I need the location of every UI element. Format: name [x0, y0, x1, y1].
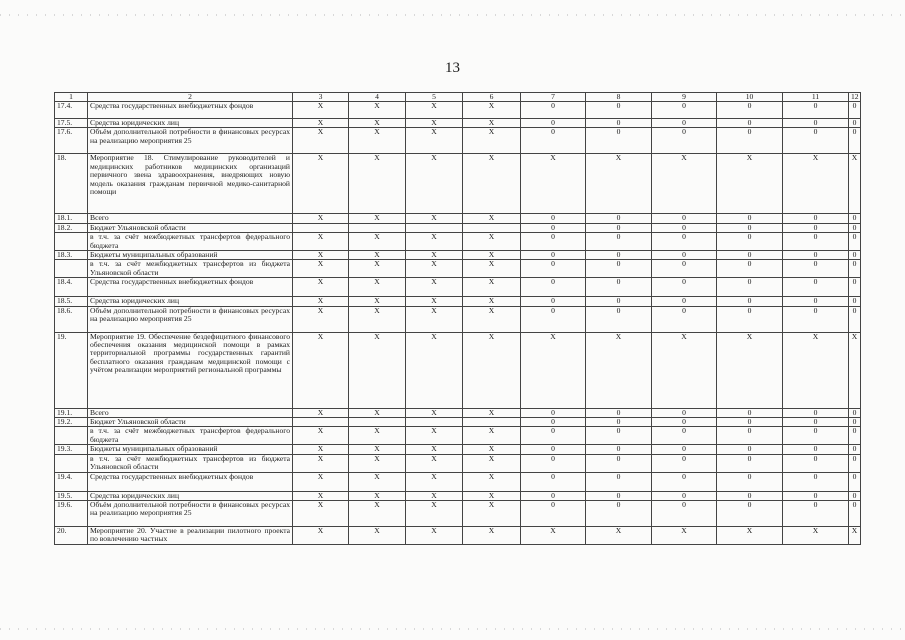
header-cell: 10 [717, 93, 783, 102]
value-cell: 0 [521, 119, 586, 128]
row-number [55, 454, 88, 472]
value-cell: X [652, 526, 717, 544]
value-cell: 0 [849, 491, 861, 500]
value-cell: 0 [783, 251, 849, 260]
value-cell: X [463, 233, 521, 251]
value-cell: 0 [783, 454, 849, 472]
value-cell: 0 [586, 445, 652, 454]
value-cell: 0 [521, 500, 586, 526]
value-cell: 0 [783, 119, 849, 128]
value-cell: 0 [849, 102, 861, 119]
value-cell: 0 [717, 500, 783, 526]
row-number: 18.6. [55, 306, 88, 332]
value-cell: X [349, 233, 406, 251]
value-cell: 0 [717, 427, 783, 445]
value-cell: X [349, 454, 406, 472]
scan-artifact-top [0, 14, 905, 16]
row-number: 17.4. [55, 102, 88, 119]
value-cell: 0 [652, 119, 717, 128]
value-cell: 0 [586, 408, 652, 417]
value-cell: X [293, 251, 349, 260]
value-cell: 0 [652, 500, 717, 526]
value-cell: X [463, 408, 521, 417]
row-number: 18.1. [55, 214, 88, 223]
value-cell: 0 [849, 233, 861, 251]
value-cell: 0 [652, 214, 717, 223]
value-cell: X [293, 119, 349, 128]
row-number: 19.5. [55, 491, 88, 500]
value-cell: 0 [783, 445, 849, 454]
value-cell: X [293, 102, 349, 119]
value-cell: 0 [849, 297, 861, 306]
value-cell: X [349, 332, 406, 408]
value-cell: 0 [652, 418, 717, 427]
value-cell: X [849, 154, 861, 214]
row-description: Средства юридических лиц [88, 491, 293, 500]
value-cell: X [406, 251, 463, 260]
value-cell: X [406, 154, 463, 214]
value-cell: X [349, 427, 406, 445]
value-cell: X [463, 306, 521, 332]
value-cell: 0 [652, 306, 717, 332]
header-cell: 7 [521, 93, 586, 102]
row-number: 18.3. [55, 251, 88, 260]
value-cell: 0 [521, 454, 586, 472]
value-cell: X [293, 491, 349, 500]
value-cell: X [349, 491, 406, 500]
value-cell: 0 [717, 472, 783, 491]
row-number [55, 260, 88, 278]
value-cell: 0 [586, 251, 652, 260]
value-cell: X [349, 278, 406, 297]
row-number: 17.6. [55, 128, 88, 154]
row-description: Объём дополнительной потребности в финансовых ресурсах на реализацию мероприятия 25 [88, 128, 293, 154]
row-description: Всего [88, 214, 293, 223]
row-description: Бюджет Ульяновской области [88, 223, 293, 232]
value-cell: X [406, 445, 463, 454]
value-cell: X [586, 332, 652, 408]
value-cell: 0 [652, 491, 717, 500]
row-description: Средства государственных внебюджетных фондов [88, 278, 293, 297]
row-description: Средства государственных внебюджетных фондов [88, 472, 293, 491]
value-cell: 0 [652, 223, 717, 232]
value-cell: X [293, 128, 349, 154]
value-cell: X [349, 102, 406, 119]
row-number: 18.2. [55, 223, 88, 232]
value-cell: 0 [783, 472, 849, 491]
value-cell: X [349, 500, 406, 526]
value-cell: X [783, 526, 849, 544]
value-cell: 0 [717, 445, 783, 454]
row-number: 19.2. [55, 418, 88, 427]
table-row [55, 427, 861, 445]
value-cell: X [849, 332, 861, 408]
value-cell: X [521, 526, 586, 544]
header-cell: 5 [406, 93, 463, 102]
table-row [55, 102, 861, 119]
value-cell: X [521, 332, 586, 408]
value-cell: X [293, 454, 349, 472]
value-cell: X [349, 251, 406, 260]
value-cell: X [349, 408, 406, 417]
value-cell: 0 [717, 306, 783, 332]
table-row [55, 445, 861, 454]
table-row [55, 260, 861, 278]
value-cell: X [293, 408, 349, 417]
value-cell: 0 [586, 500, 652, 526]
value-cell: 0 [521, 427, 586, 445]
header-cell: 1 [55, 93, 88, 102]
value-cell: X [406, 102, 463, 119]
row-number: 20. [55, 526, 88, 544]
value-cell: X [406, 454, 463, 472]
value-cell: 0 [717, 297, 783, 306]
value-cell: 0 [652, 251, 717, 260]
value-cell: X [406, 128, 463, 154]
value-cell: 0 [717, 418, 783, 427]
row-description: Мероприятие 20. Участие в реализации пилотного проекта по вовлечению частных [88, 526, 293, 544]
value-cell: X [652, 332, 717, 408]
row-number [55, 233, 88, 251]
value-cell: 0 [521, 491, 586, 500]
value-cell: 0 [717, 223, 783, 232]
value-cell: X [406, 119, 463, 128]
row-description: Объём дополнительной потребности в финансовых ресурсах на реализацию мероприятия 25 [88, 500, 293, 526]
row-description: Средства юридических лиц [88, 119, 293, 128]
value-cell: 0 [652, 260, 717, 278]
value-cell: 0 [849, 427, 861, 445]
value-cell: 0 [521, 445, 586, 454]
value-cell: 0 [521, 251, 586, 260]
value-cell: X [406, 260, 463, 278]
value-cell: 0 [783, 297, 849, 306]
value-cell: X [293, 332, 349, 408]
value-cell: X [463, 297, 521, 306]
value-cell: 0 [586, 472, 652, 491]
value-cell: 0 [849, 306, 861, 332]
value-cell: 0 [521, 408, 586, 417]
value-cell: X [293, 297, 349, 306]
table-row [55, 491, 861, 500]
value-cell: X [406, 306, 463, 332]
table-row [55, 154, 861, 214]
value-cell: 0 [717, 119, 783, 128]
value-cell: 0 [652, 445, 717, 454]
value-cell: X [406, 472, 463, 491]
value-cell: X [349, 128, 406, 154]
value-cell: X [463, 454, 521, 472]
table-row [55, 214, 861, 223]
value-cell: 0 [783, 306, 849, 332]
value-cell: X [349, 119, 406, 128]
table-row [55, 278, 861, 297]
value-cell: X [293, 214, 349, 223]
value-cell: 0 [717, 128, 783, 154]
value-cell: 0 [717, 233, 783, 251]
row-number: 18. [55, 154, 88, 214]
row-description: в т.ч. за счёт межбюджетных трансфертов федерального бюджета [88, 233, 293, 251]
value-cell: X [406, 214, 463, 223]
value-cell: 0 [652, 472, 717, 491]
value-cell: X [406, 233, 463, 251]
value-cell: X [463, 260, 521, 278]
value-cell: 0 [521, 233, 586, 251]
value-cell: 0 [717, 408, 783, 417]
row-description: Средства юридических лиц [88, 297, 293, 306]
budget-table [54, 92, 861, 545]
value-cell: X [717, 154, 783, 214]
value-cell: X [463, 332, 521, 408]
value-cell: X [406, 332, 463, 408]
value-cell: X [349, 445, 406, 454]
value-cell: X [463, 102, 521, 119]
table-row [55, 454, 861, 472]
value-cell: X [293, 260, 349, 278]
value-cell: 0 [717, 454, 783, 472]
row-description: Всего [88, 408, 293, 417]
value-cell: 0 [521, 472, 586, 491]
value-cell: X [293, 154, 349, 214]
value-cell: 0 [521, 306, 586, 332]
value-cell: X [717, 332, 783, 408]
value-cell: 0 [783, 427, 849, 445]
value-cell: 0 [652, 408, 717, 417]
value-cell: 0 [717, 214, 783, 223]
row-number: 19.4. [55, 472, 88, 491]
value-cell: 0 [586, 233, 652, 251]
value-cell: 0 [521, 102, 586, 119]
table-row [55, 472, 861, 491]
value-cell: X [586, 154, 652, 214]
value-cell: X [349, 297, 406, 306]
table-row [55, 526, 861, 544]
row-number: 18.4. [55, 278, 88, 297]
value-cell: X [463, 491, 521, 500]
row-number: 19.1. [55, 408, 88, 417]
header-cell: 12 [849, 93, 861, 102]
value-cell: 0 [849, 278, 861, 297]
value-cell: 0 [521, 214, 586, 223]
value-cell: X [349, 472, 406, 491]
value-cell: X [349, 214, 406, 223]
page-number: 13 [445, 60, 460, 76]
value-cell: X [463, 472, 521, 491]
header-cell: 2 [88, 93, 293, 102]
value-cell: 0 [717, 251, 783, 260]
value-cell: 0 [783, 418, 849, 427]
table-row [55, 233, 861, 251]
value-cell: 0 [783, 260, 849, 278]
header-cell: 6 [463, 93, 521, 102]
row-number [55, 427, 88, 445]
value-cell: X [293, 445, 349, 454]
value-cell: X [849, 526, 861, 544]
row-description: в т.ч. за счёт межбюджетных трансфертов федерального бюджета [88, 427, 293, 445]
header-cell: 8 [586, 93, 652, 102]
header-cell: 9 [652, 93, 717, 102]
table-row [55, 332, 861, 408]
value-cell: 0 [586, 427, 652, 445]
header-cell: 3 [293, 93, 349, 102]
value-cell: 0 [717, 260, 783, 278]
value-cell: 0 [849, 445, 861, 454]
table-row [55, 500, 861, 526]
value-cell: X [463, 251, 521, 260]
value-cell: 0 [521, 297, 586, 306]
row-number: 19.6. [55, 500, 88, 526]
value-cell: 0 [652, 297, 717, 306]
value-cell: 0 [783, 223, 849, 232]
value-cell: 0 [586, 119, 652, 128]
value-cell: 0 [783, 500, 849, 526]
row-description: в т.ч. за счёт межбюджетных трансфертов из бюджета Ульяновской области [88, 260, 293, 278]
row-description: Мероприятие 18. Стимулирование руководителей и медицинских работников медицинских организаций первичного звена здравоохранения, внедряющих новую модель оказания гражданам первичной медико-санитарной помощи [88, 154, 293, 214]
header-cell: 11 [783, 93, 849, 102]
value-cell: 0 [521, 278, 586, 297]
value-cell: X [521, 154, 586, 214]
value-cell: 0 [849, 128, 861, 154]
table-row [55, 297, 861, 306]
value-cell: 0 [783, 214, 849, 223]
table-row [55, 306, 861, 332]
row-number: 17.5. [55, 119, 88, 128]
value-cell: 0 [586, 214, 652, 223]
value-cell: X [406, 500, 463, 526]
value-cell: X [783, 154, 849, 214]
value-cell: 0 [849, 260, 861, 278]
value-cell: X [293, 526, 349, 544]
value-cell: 0 [849, 500, 861, 526]
value-cell: 0 [717, 102, 783, 119]
value-cell: 0 [586, 223, 652, 232]
value-cell: 0 [783, 233, 849, 251]
value-cell: 0 [849, 251, 861, 260]
value-cell: 0 [586, 128, 652, 154]
value-cell: 0 [586, 454, 652, 472]
value-cell: X [717, 526, 783, 544]
value-cell: 0 [849, 418, 861, 427]
row-description: в т.ч. за счёт межбюджетных трансфертов из бюджета Ульяновской области [88, 454, 293, 472]
value-cell: 0 [717, 278, 783, 297]
value-cell: 0 [586, 278, 652, 297]
value-cell: 0 [652, 233, 717, 251]
value-cell: 0 [783, 491, 849, 500]
value-cell: X [463, 119, 521, 128]
value-cell: 0 [586, 102, 652, 119]
row-description: Бюджет Ульяновской области [88, 418, 293, 427]
value-cell: X [293, 427, 349, 445]
value-cell: X [293, 500, 349, 526]
value-cell: X [463, 500, 521, 526]
scan-artifact-bottom [0, 628, 905, 630]
value-cell: X [406, 408, 463, 417]
value-cell: 0 [849, 119, 861, 128]
value-cell: 0 [586, 491, 652, 500]
value-cell: X [463, 278, 521, 297]
value-cell: X [463, 427, 521, 445]
value-cell: X [586, 526, 652, 544]
value-cell: 0 [652, 128, 717, 154]
value-cell: 0 [652, 454, 717, 472]
value-cell: X [406, 526, 463, 544]
row-description: Средства государственных внебюджетных фондов [88, 102, 293, 119]
value-cell: 0 [521, 223, 586, 232]
value-cell: 0 [521, 418, 586, 427]
value-cell: X [463, 154, 521, 214]
value-cell: X [293, 278, 349, 297]
value-cell: 0 [586, 418, 652, 427]
row-number: 18.5. [55, 297, 88, 306]
row-description: Бюджеты муниципальных образований [88, 251, 293, 260]
value-cell: X [293, 472, 349, 491]
value-cell: X [349, 526, 406, 544]
value-cell: X [406, 491, 463, 500]
value-cell: 0 [783, 408, 849, 417]
value-cell: X [406, 427, 463, 445]
value-cell: X [349, 306, 406, 332]
value-cell: 0 [783, 102, 849, 119]
row-number: 19.3. [55, 445, 88, 454]
value-cell: X [349, 154, 406, 214]
value-cell: 0 [717, 491, 783, 500]
row-description: Бюджеты муниципальных образований [88, 445, 293, 454]
value-cell: 0 [849, 214, 861, 223]
value-cell: X [293, 233, 349, 251]
value-cell: 0 [849, 408, 861, 417]
value-cell: 0 [783, 278, 849, 297]
value-cell: 0 [849, 454, 861, 472]
value-cell: X [652, 154, 717, 214]
value-cell: 0 [849, 223, 861, 232]
value-cell: X [463, 445, 521, 454]
value-cell: X [349, 260, 406, 278]
table-row [55, 128, 861, 154]
value-cell: 0 [849, 472, 861, 491]
row-number: 19. [55, 332, 88, 408]
value-cell: 0 [652, 102, 717, 119]
value-cell: X [463, 128, 521, 154]
value-cell: 0 [652, 278, 717, 297]
value-cell: 0 [783, 128, 849, 154]
value-cell: X [406, 278, 463, 297]
value-cell: X [463, 214, 521, 223]
header-cell: 4 [349, 93, 406, 102]
value-cell: 0 [586, 260, 652, 278]
value-cell: X [293, 306, 349, 332]
value-cell: 0 [521, 128, 586, 154]
row-description: Мероприятие 19. Обеспечение бездефицитного финансового обеспечения оказания медицинской помощи в рамках территориальной программы государственных гарантий бесплатного оказания гражданам медицинской помощи с учётом реализации мероприятий региональной программы [88, 332, 293, 408]
value-cell: 0 [586, 297, 652, 306]
row-description: Объём дополнительной потребности в финансовых ресурсах на реализацию мероприятия 25 [88, 306, 293, 332]
value-cell: 0 [652, 427, 717, 445]
value-cell: 0 [521, 260, 586, 278]
value-cell: X [463, 526, 521, 544]
value-cell: 0 [586, 306, 652, 332]
value-cell: X [406, 297, 463, 306]
value-cell: X [783, 332, 849, 408]
